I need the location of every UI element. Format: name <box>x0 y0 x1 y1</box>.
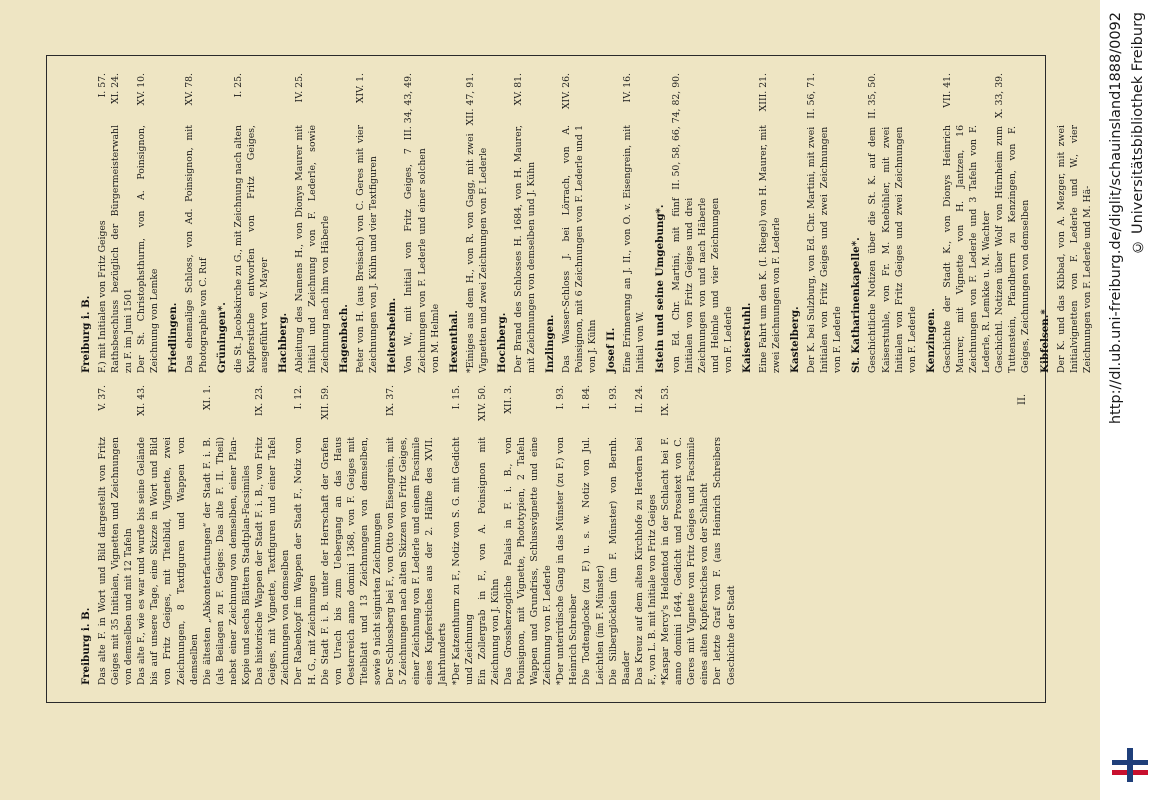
index-entry <box>135 73 161 373</box>
rotated-page-content <box>46 55 1093 703</box>
index-entry <box>109 73 135 373</box>
index-heading: Hachberg. <box>276 312 289 373</box>
entry-reference: IX. 37. <box>385 385 397 416</box>
entry-text: Der K. bei Sulzburg, von Ed. Chr. Martini, mit zwei Initialen von Fritz Geiges und zwei Zeichnungen von F. Lederle <box>806 126 844 373</box>
entry-text: Die Silberglöcklein (im F. Münster) von Bernh. Baader <box>607 437 632 685</box>
index-entry <box>941 73 993 373</box>
index-entry <box>253 385 292 685</box>
entry-reference: I. 93. <box>607 385 619 410</box>
index-entry <box>659 385 711 685</box>
entry-reference: XII. 3. <box>502 385 514 414</box>
library-sidebar <box>1100 0 1160 800</box>
entry-reference: IV. 25. <box>293 73 305 103</box>
index-entry <box>554 385 580 685</box>
entry-text: Eine Erinnerung an J. II., von O. v. Eisengrein, mit Initial von W. <box>622 125 647 373</box>
index-heading: Grüningen*. <box>215 302 228 373</box>
index-heading: Heitersheim. <box>386 297 399 373</box>
index-entry <box>402 73 441 373</box>
entry-text: von Ed. Chr. Martini, mit fünf Initialen von Fritz Geiges und drei Zeichnungen von und nach Häberle und Helmle und vier Zeichnungen von F. Lederle <box>670 197 734 373</box>
entry-reference: XIV. 1. <box>355 73 367 104</box>
index-entry <box>607 385 633 685</box>
index-entry <box>319 385 384 685</box>
index-entry <box>512 73 538 373</box>
entry-text: Das ehemalige Schloss, von Ad. Poinsignon, mit Photographie von C. Ruf <box>184 125 209 373</box>
entry-text: Rathsbeschluss bezüglich der Bürgermeisterwahl zu F. im Juni 1501 <box>110 125 135 373</box>
entry-reference: XI. 43. <box>136 385 148 416</box>
index-entry <box>201 385 253 685</box>
entry-text: Peter von H. (aus Breisach) von C. Geres mit vier Zeichnungen von J. Kühn und vier Textfiguren <box>355 125 380 373</box>
index-entry <box>476 385 502 685</box>
index-entry <box>464 73 490 373</box>
entry-text: Ein Zollergrab in F., von A. Poinsignon mit Zeichnung von J. Kühn <box>476 437 501 685</box>
entry-text: Das Grossherzogliche Palais in F. i. B., von Poinsignon, mit Vignette, Phototypien, 2 Tafeln Wappen und Grundriss, Schlussvignette und eine Zeichnung von F. Lederle <box>502 437 554 685</box>
entry-text: Der Schlossberg bei F., von Otto von Eisengrein, mit 5 Zeichnungen nach alten Skizzen von Fritz Geiges, einer Zeichnung von F. Lederle und einem Facsimile eines Kupferstiches aus der 2. Hälfte des XVII. Jahrhunderts <box>385 437 449 685</box>
entry-reference: XIV. 26. <box>561 73 573 110</box>
entry-text: die St. Jacobskirche zu G., mit Zeichnung nach alten Kupferstiche entworfen von Fritz Geiges, ausgeführt von V. Mayer <box>232 125 270 373</box>
entry-reference: X. 33, 39. <box>994 73 1006 119</box>
index-heading: Josef II. <box>605 327 618 373</box>
entry-reference: XIII. 21. <box>758 73 769 112</box>
index-heading: Kastelberg. <box>789 306 802 373</box>
entry-text: *Der unterirdische Gang in das Münster (zu F.) von Heinrich Schreiber <box>555 437 580 685</box>
entry-reference: XII. 47, 91. <box>464 73 476 126</box>
entry-text: Das alte F. in Wort und Bild dargestellt von Fritz Geiges mit 35 Initialen, Vignetten und Zeichnungen von demselben und mit 12 Tafeln <box>97 437 135 685</box>
entry-reference: IX. 23. <box>254 385 266 416</box>
index-entry <box>96 385 135 685</box>
index-heading: Freiburg i. B. <box>80 295 92 373</box>
entry-reference: XV. 81. <box>512 73 524 106</box>
entry-text: Geschichte der Stadt K., von Dionys Heinrich Maurer, mit Vignette von H. Jantzen, 16 Zeichnungen von F. Lederle und 3 Tafeln von F. Lederle, R. Lemkke u. M. Wachter <box>941 125 993 373</box>
index-entry <box>450 385 476 685</box>
entry-text: *Einiges aus dem H., von R. von Gagg, mit zwei Vignetten und zwei Zeichnungen von F. Lederle <box>464 133 489 373</box>
entry-text: Das historische Wappen der Stadt F. i. B., von Fritz Geiges, mit Vignette, Textfiguren und einer Tafel Zeichnungen von demselben <box>254 437 292 685</box>
entry-reference: XI. 24. <box>110 73 122 104</box>
index-entry <box>560 73 599 373</box>
index-heading: Freiburg i. B. <box>80 607 92 685</box>
index-entry <box>384 385 449 685</box>
entry-reference: II. 35, 50. <box>867 73 879 119</box>
entry-text: Die Stadt F. i. B. unter der Herrschaft der Grafen von Urach bis zum Uebergang an das Haus Oesterreich anno domini 1368, von F. Geiges mit Titelblatt und 13 Zeichnungen von demselben, sowie 9 nicht signirten Zeichnungen <box>319 437 383 685</box>
entry-text: Geschichtl. Notizen über Wolf von Hürnheim zum Tuttenstein, Pfandherrn zu Kenzingen, von F. Geiges, Zeichnungen von demselben <box>994 126 1032 373</box>
entry-text: Der St. Christophsthurm, von A. Poinsignon, Zeichnung von Lemke <box>136 125 161 373</box>
page-number: II. <box>1017 393 1028 405</box>
entry-reference: XV. 10. <box>136 73 148 106</box>
entry-text: Der K. und das Kibbad, von A. Mezger, mit zwei Initialvignetten von F. Lederle und W., vier Zeichnungen von F. Lederle und M. Hä- <box>1055 125 1093 373</box>
index-entry <box>135 385 200 685</box>
index-entry <box>633 385 659 685</box>
entry-reference: IV. 16. <box>622 73 634 103</box>
entry-reference: I. 93. <box>555 385 567 410</box>
entry-reference: IX. 53. <box>660 385 672 416</box>
entry-text: Das Wasser-Schloss J. bei Lörrach, von A. Poinsignon, mit 6 Zeichnungen von F. Lederle und 1 von J. Kühn <box>561 125 599 373</box>
copyright-notice: © Universitätsbibliothek Freiburg <box>1130 12 1146 255</box>
entry-reference <box>711 385 737 437</box>
entry-reference: XII. 59. <box>319 385 331 420</box>
entry-reference: I. 84. <box>581 385 593 410</box>
index-heading: Hagenbach. <box>338 304 351 373</box>
index-heading: Kaiserstuhl. <box>741 302 753 373</box>
index-entry <box>293 73 332 373</box>
index-entry <box>621 73 647 373</box>
index-heading: St. Katharinenkapelle*. <box>850 237 863 373</box>
entry-text: Das alte F., wie es war und wurde bis seine Gelände bis auf unsere Tage, eine Skizze in Wort und Bild von Fritz Geiges, mit Titelbild, Vignette, zwei Zeichnungen, 8 Textfiguren und Wappen von demselben <box>136 437 200 685</box>
index-entry <box>232 73 271 373</box>
entry-text: *Der Katzenthurm zu F., Notiz von S. G. mit Gedicht und Zeichnung <box>450 437 475 685</box>
entry-reference: II. 24. <box>633 385 645 414</box>
entry-text: Die ältesten „Abkonterfactungen“ der Stadt F. i. B. (als Beilagen zu F. Geiges: Das alte F. II. Theil) nebst einer Zeichnung von demselben, einer Plan-Kopie und sechs Blättern Stadtplan-Facsimiles <box>201 437 253 685</box>
index-heading: Kibfelsen.* <box>1038 309 1051 373</box>
entry-reference: I. 15. <box>450 385 462 410</box>
entry-reference: II. 50, 58, 66, 74, 82, 90. <box>670 73 682 190</box>
index-heading: Hochberg. <box>495 312 508 373</box>
entry-text: Von W., mit Initial von Fritz Geiges, 7 Zeichnungen von F. Lederle und einer solchen von M. Helmle <box>403 148 441 373</box>
entry-reference: III. 34, 43, 49. <box>403 73 415 141</box>
index-entry <box>805 73 844 373</box>
index-entry <box>354 73 380 373</box>
entry-text: Der Brand des Schlosses H. 1684, von H. Maurer, mit Zeichnungen von demselben und J. Kühn <box>512 125 537 373</box>
index-heading: Inzlingen. <box>544 314 557 373</box>
entry-text: Geschichtliche Notizen über die St. K. auf dem Kaiserstuhle, von Fr. M. Knebühler, mit zwei Initialen von Fritz Geiges und zwei Zeichnungen von F. Lederle <box>867 126 918 373</box>
index-column-right <box>74 73 1093 373</box>
index-entry <box>757 73 783 373</box>
entry-reference: I. 57. <box>97 73 108 98</box>
index-entry <box>96 73 109 373</box>
index-entry <box>502 385 554 685</box>
index-heading: Kenzingen. <box>924 308 937 373</box>
entry-reference: XV. 78. <box>184 73 196 106</box>
entry-text: Die Todtenglocke (zu F.) u. s. w. Notiz von Jul. Leichtlen (im F. Münster) <box>581 437 606 685</box>
index-heading: Friedlingen. <box>167 302 180 373</box>
source-url[interactable]: http://dl.ub.uni-freiburg.de/diglit/schauinsland1888/0092 <box>1108 12 1124 425</box>
entry-reference: I. 12. <box>293 385 305 410</box>
entry-reference: XIV. 50. <box>476 385 488 422</box>
index-entry <box>993 73 1032 373</box>
entry-text: *Kaspar Mercy's Heldentod in der Schlacht bei F. anno domini 1644, Gedicht und Prosatext von C. Geres mit Vignette von Fritz Geiges und Facsimile eines alten Kupferstiches von der Schlacht <box>660 437 711 685</box>
logo-bar <box>1127 748 1133 782</box>
index-entry <box>670 73 735 373</box>
entry-text: F.) mit Initialen von Fritz Geiges <box>97 220 108 373</box>
entry-reference: II. 56, 71. <box>806 73 818 119</box>
index-entry <box>183 73 209 373</box>
index-heading: Hexenthal. <box>447 310 460 373</box>
entry-text: Eine Fahrt um den K. (I. Riegel) von H. Maurer, mit zwei Zeichnungen von F. Lederle <box>758 125 783 373</box>
index-entry <box>866 73 918 373</box>
entry-reference: VII. 41. <box>941 73 953 108</box>
entry-reference: XI. 1. <box>201 385 213 411</box>
index-entry <box>292 385 318 685</box>
entry-reference: V. 37. <box>97 385 108 411</box>
entry-text: Der Rabenkopf im Wappen der Stadt F., Notiz von H. G., mit Zeichnungen <box>293 437 318 685</box>
entry-reference: I. 25. <box>232 73 244 98</box>
index-column-left <box>74 385 1026 685</box>
index-entry <box>1055 73 1094 373</box>
entry-reference <box>1055 73 1094 125</box>
index-entry <box>711 385 737 685</box>
ub-freiburg-logo-icon <box>1112 748 1148 782</box>
index-heading: Istein und seine Umgebung*. <box>653 204 666 373</box>
entry-text: Ableitung des Namens H., von Dionys Maurer mit Initial und Zeichnung von F. Lederle, sowie Zeichnung nach ihm von Häberle <box>293 125 332 373</box>
index-entry <box>580 385 606 685</box>
entry-text: Der letzte Graf von F. (aus Heinrich Schreibers Geschichte der Stadt <box>712 437 737 685</box>
entry-text: Das Kreuz auf dem alten Kirchhofe zu Herdern bei F., von L. B. mit Initiale von Fritz Geiges <box>633 437 658 685</box>
